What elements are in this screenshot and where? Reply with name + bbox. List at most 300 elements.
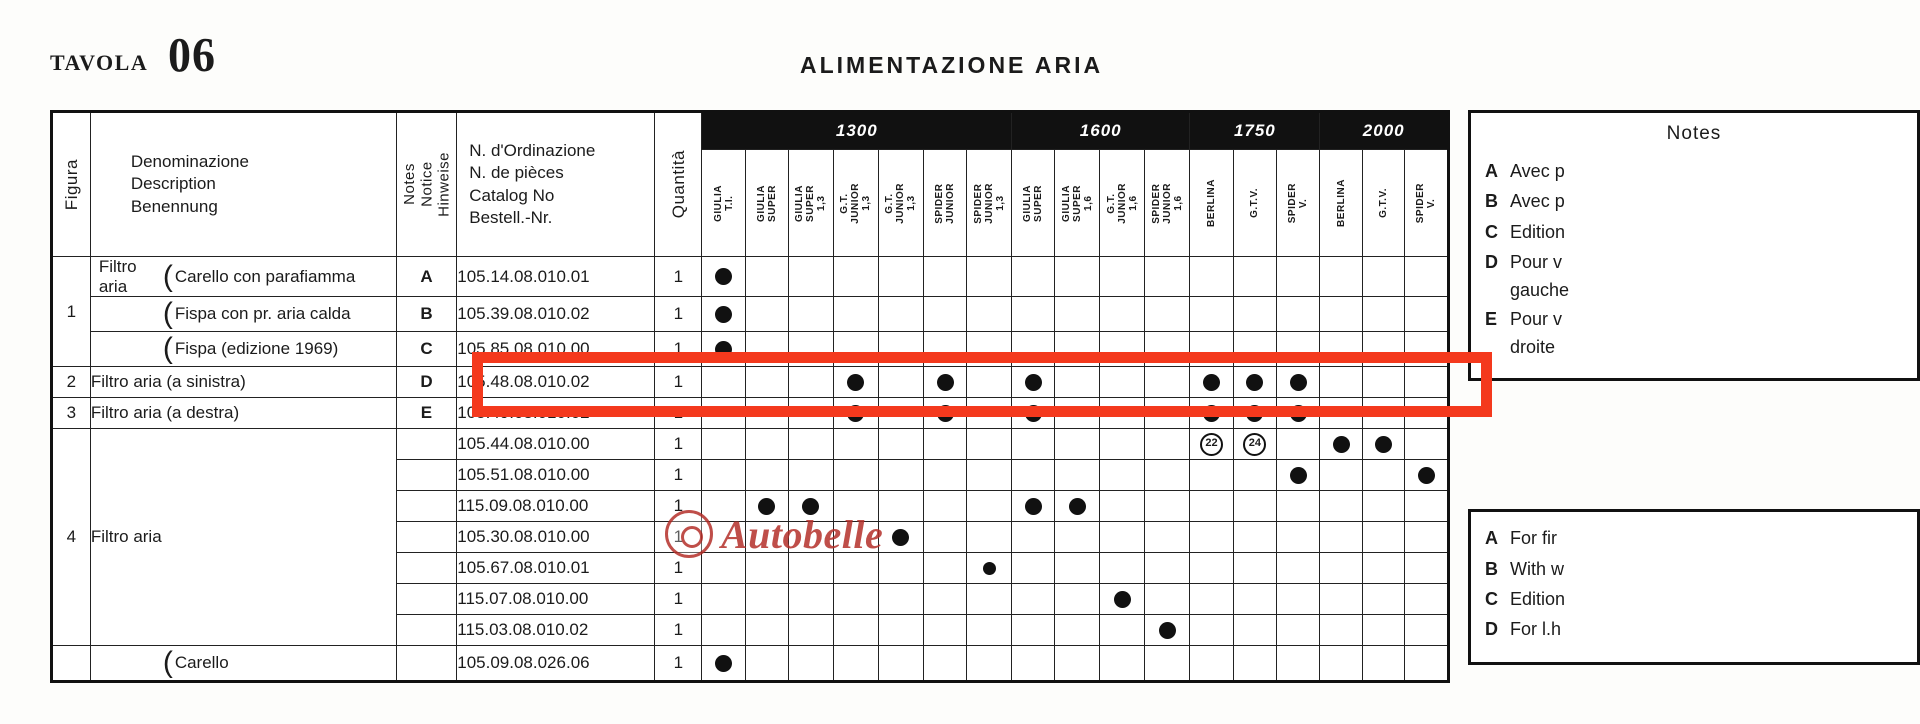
mark-cell [1362,522,1404,553]
mark-cell [1320,297,1362,332]
mark-cell [1233,367,1276,398]
row-sub-label: Fispa con pr. aria calda [174,304,351,324]
mark-cell [1055,332,1100,367]
model-col-6: SPIDER JUNIOR 1,3 [967,150,1012,257]
mark-cell [1362,553,1404,584]
mark-cell [923,522,966,553]
model-col-9: G.T. JUNIOR 1,6 [1100,150,1145,257]
row-quantita: 1 [655,367,702,398]
dot-icon [1333,436,1350,453]
table-row [52,297,1449,332]
row-ordinazione: 105.14.08.010.01 [457,257,655,297]
mark-cell [1145,646,1190,682]
mark-cell [1362,367,1404,398]
mark-cell [1277,257,1320,297]
mark-cell [923,491,966,522]
mark-cell [1190,257,1233,297]
mark-cell [1012,522,1055,553]
row-sub-label: Carello [174,653,229,673]
row-denominazione [90,646,396,682]
mark-cell [1362,584,1404,615]
mark-cell [788,584,833,615]
mark-cell [1145,367,1190,398]
group-1300: 1300 [702,112,1012,150]
col-denominazione-label: Denominazione Description Benennung [130,152,249,216]
col-ordinazione: N. d'Ordinazione N. de pièces Catalog No Bestell.-Nr. [457,112,655,257]
mark-cell [1320,460,1362,491]
row-quantita: 1 [655,615,702,646]
mark-cell [878,491,923,522]
mark-cell [1233,460,1276,491]
mark-cell [1320,584,1362,615]
mark-cell [1405,646,1449,682]
note-item [1485,617,1903,641]
mark-cell [1320,553,1362,584]
model-col-2: GIULIA SUPER 1,3 [788,150,833,257]
row-note [396,553,457,584]
watermark-text: Autobelle [721,511,884,557]
mark-cell [878,615,923,646]
mark-cell [1362,257,1404,297]
mark-cell [1233,491,1276,522]
mark-cell [1277,367,1320,398]
table-row [52,646,1449,682]
mark-cell [1233,615,1276,646]
mark-cell [1012,584,1055,615]
mark-cell [1012,615,1055,646]
mark-cell [1145,522,1190,553]
mark-cell [745,257,788,297]
mark-cell [1405,491,1449,522]
mark-cell [1320,257,1362,297]
mark-cell [1233,522,1276,553]
mark-cell [967,257,1012,297]
mark-cell [1277,398,1320,429]
mark-cell [1277,297,1320,332]
table-row [52,257,1449,297]
mark-cell [1100,491,1145,522]
group-2000: 2000 [1320,112,1449,150]
row-figura: 1 [52,257,91,367]
mark-cell [1405,522,1449,553]
mark-cell [1145,491,1190,522]
mark-cell [967,615,1012,646]
row-sub-label: Carello con parafiamma [174,266,356,286]
dot-icon [1025,405,1042,422]
mark-cell [788,429,833,460]
mark-cell [1277,491,1320,522]
row-quantita: 1 [655,257,702,297]
mark-cell [1320,615,1362,646]
mark-cell [878,367,923,398]
mark-cell [923,332,966,367]
row-quantita: 1 [655,297,702,332]
mark-cell [833,297,878,332]
mark-cell [878,429,923,460]
mark-cell [702,367,745,398]
model-col-3: G.T. JUNIOR 1,3 [833,150,878,257]
dot-icon [715,655,732,672]
note-item [1485,220,1903,244]
dot-icon [892,529,909,546]
row-note [396,646,457,682]
row-ordinazione: 105.85.08.010.00 [457,332,655,367]
mark-cell [1145,297,1190,332]
mark-cell [923,257,966,297]
table-row [52,367,1449,398]
mark-cell [878,522,923,553]
mark-cell [878,646,923,682]
mark-cell [1055,398,1100,429]
row-quantita: 1 [655,429,702,460]
mark-cell [967,398,1012,429]
mark-cell [1100,615,1145,646]
dot-icon [1246,374,1263,391]
mark-cell [878,398,923,429]
group-1600: 1600 [1012,112,1190,150]
mark-cell [1055,522,1100,553]
mark-cell [745,584,788,615]
mark-cell [1320,367,1362,398]
mark-cell [1012,398,1055,429]
row-quantita: 1 [655,460,702,491]
mark-cell [833,646,878,682]
mark-cell [1362,332,1404,367]
dot-icon [847,374,864,391]
mark-cell [923,584,966,615]
mark-cell [878,584,923,615]
note-text: Edition [1510,221,1566,242]
notes-title: Notes [1666,123,1722,144]
dot-icon [1159,622,1176,639]
mark-cell [833,615,878,646]
mark-cell [745,615,788,646]
row-denominazione: Filtro aria (a sinistra) [90,367,396,398]
mark-cell [1190,615,1233,646]
mark-cell [1100,367,1145,398]
note-key: E [1485,309,1498,330]
mark-cell [1233,553,1276,584]
row-quantita: 1 [655,553,702,584]
mark-cell [1405,615,1449,646]
row-ordinazione: 105.09.08.026.06 [457,646,655,682]
model-col-5: SPIDER JUNIOR [923,150,966,257]
note-item [1485,159,1903,183]
mark-cell [1190,429,1233,460]
row-note [396,584,457,615]
mark-cell [1145,332,1190,367]
dot-icon [1114,591,1131,608]
mark-cell [1055,584,1100,615]
row-sub-label: Fispa (edizione 1969) [174,339,339,359]
mark-cell [923,460,966,491]
mark-cell [1233,297,1276,332]
row-note [396,491,457,522]
col-figura: Figura [52,112,91,257]
mark-cell [1190,584,1233,615]
note-text: Pour v [1510,309,1563,330]
mark-cell [923,297,966,332]
note-text: Pour v [1510,251,1563,272]
row-quantita: 1 [655,584,702,615]
dot-icon [1246,405,1263,422]
mark-cell [1100,646,1145,682]
mark-cell [967,460,1012,491]
mark-cell [1145,615,1190,646]
note-key: B [1485,558,1498,579]
mark-cell [702,615,745,646]
mark-cell [1100,584,1145,615]
note-text: Avec p [1510,161,1565,181]
brace-icon: ( [162,646,173,680]
mark-cell [1362,398,1404,429]
mark-cell [923,553,966,584]
brace-icon: ( [162,297,173,331]
row-quantita: 1 [655,646,702,682]
row-note: B [396,297,457,332]
mark-cell [1145,584,1190,615]
group-1750: 1750 [1190,112,1320,150]
dot-icon [1375,436,1392,453]
row-denominazione [90,257,396,297]
row-figura: 4 [52,429,91,646]
mark-cell [702,646,745,682]
mark-cell [745,646,788,682]
dot-icon [1418,467,1435,484]
mark-cell [1055,429,1100,460]
mark-cell [1055,553,1100,584]
mark-cell [1145,460,1190,491]
row-note [396,429,457,460]
mark-cell [1190,367,1233,398]
dot-icon [715,341,732,358]
mark-cell [1362,460,1404,491]
note-key: A [1485,528,1498,549]
mark-cell [923,615,966,646]
group-header-row [52,112,1449,150]
mark-cell [1277,522,1320,553]
mark-cell [878,332,923,367]
mark-cell [1233,429,1276,460]
mark-cell [923,646,966,682]
note-key: C [1485,221,1498,242]
row-ordinazione: 105.49.08.010.02 [457,398,655,429]
note-text: Avec p [1510,191,1565,212]
mark-cell [745,332,788,367]
row-ordinazione: 115.07.08.010.00 [457,584,655,615]
mark-cell [1320,491,1362,522]
row-note [396,522,457,553]
model-col-8: GIULIA SUPER 1,6 [1055,150,1100,257]
mark-cell [1362,646,1404,682]
mark-cell [1362,615,1404,646]
mark-cell [1320,332,1362,367]
mark-cell [1190,553,1233,584]
model-col-1: GIULIA SUPER [745,150,788,257]
mark-cell [1190,491,1233,522]
mark-cell [745,429,788,460]
row-ordinazione: 105.48.08.010.02 [457,367,655,398]
mark-cell [1233,332,1276,367]
mark-cell [1405,297,1449,332]
mark-cell [1012,257,1055,297]
mark-cell [1145,257,1190,297]
mark-cell [1012,491,1055,522]
row-ordinazione: 105.67.08.010.01 [457,553,655,584]
mark-cell [1405,398,1449,429]
dot-icon [715,268,732,285]
mark-cell [1190,297,1233,332]
mark-cell [1320,646,1362,682]
mark-cell [1405,257,1449,297]
mark-cell [1100,398,1145,429]
mark-cell [702,398,745,429]
mark-cell [878,553,923,584]
ring-22-icon: 22 [1200,433,1223,456]
model-col-10: SPIDER JUNIOR 1,6 [1145,150,1190,257]
dot-icon [937,405,954,422]
col-denominazione [90,112,396,257]
model-col-15: G.T.V. [1362,150,1404,257]
mark-cell [788,460,833,491]
dot-icon [1290,374,1307,391]
row-note: C [396,332,457,367]
mark-cell [1055,367,1100,398]
row-ordinazione: 105.39.08.010.02 [457,297,655,332]
note-text: For fir [1510,528,1557,549]
mark-cell [702,429,745,460]
mark-cell [788,297,833,332]
row-note [396,615,457,646]
row-note: A [396,257,457,297]
mark-cell [702,297,745,332]
col-quantita: Quantità [655,112,702,257]
mark-cell [1190,522,1233,553]
table-row [52,398,1449,429]
model-col-12: G.T.V. [1233,150,1276,257]
model-col-14: BERLINA [1320,150,1362,257]
mark-cell [788,367,833,398]
note-item [1485,526,1903,550]
mark-cell [1405,367,1449,398]
model-col-0: GIULIA T.I. [702,150,745,257]
mark-cell [1277,332,1320,367]
mark-cell [702,332,745,367]
note-text: For l.h [1510,619,1562,640]
note-text: Edition [1510,589,1566,610]
mark-cell [1100,257,1145,297]
mark-cell [833,460,878,491]
row-quantita: 1 [655,522,702,553]
mark-cell [1233,257,1276,297]
ring-24-icon: 24 [1243,433,1266,456]
row-ordinazione: 115.03.08.010.02 [457,615,655,646]
note-text: With w [1510,558,1564,579]
mark-cell [1100,332,1145,367]
mark-cell [745,367,788,398]
mark-cell [1362,429,1404,460]
circle-logo-icon [665,510,713,558]
mark-cell [923,367,966,398]
row-figura [52,646,91,682]
mark-cell [745,398,788,429]
row-ordinazione: 105.44.08.010.00 [457,429,655,460]
mark-cell [833,257,878,297]
row-denominazione [90,332,396,367]
row-denominazione: Filtro aria (a destra) [90,398,396,429]
mark-cell [967,367,1012,398]
col-notes: Notes Notice Hinweise [396,112,457,257]
row-figura: 2 [52,367,91,398]
dot-icon [1025,374,1042,391]
row-group-label: Filtro aria [98,257,137,296]
mark-cell [1145,398,1190,429]
model-col-16: SPIDER V. [1405,150,1449,257]
mark-cell [1012,460,1055,491]
mark-cell [967,553,1012,584]
mark-cell [1320,522,1362,553]
note-key: A [1485,161,1498,181]
note-continuation: droite [1510,337,1556,358]
note-item [1485,307,1903,331]
mark-cell [1405,332,1449,367]
mark-cell [1055,646,1100,682]
mark-cell [1277,429,1320,460]
row-ordinazione: 105.51.08.010.00 [457,460,655,491]
dot-icon [1203,374,1220,391]
dot-icon [1203,405,1220,422]
mark-cell [1320,429,1362,460]
dot-icon [937,374,954,391]
dot-icon [1069,498,1086,515]
mark-cell [878,257,923,297]
mark-cell [702,460,745,491]
mark-cell [878,460,923,491]
mark-cell [1405,584,1449,615]
notes-box-en [1468,509,1920,664]
model-col-11: BERLINA [1190,150,1233,257]
mark-cell [833,584,878,615]
note-key: C [1485,589,1498,610]
note-item [1485,189,1903,213]
mark-cell [833,429,878,460]
mark-cell [833,398,878,429]
mark-cell [1012,646,1055,682]
mark-cell [1100,553,1145,584]
dot-icon [715,306,732,323]
dot-icon [1290,405,1307,422]
row-note [396,460,457,491]
mark-cell [788,332,833,367]
mark-cell [1055,460,1100,491]
mark-cell [745,297,788,332]
brace-icon: ( [162,259,173,293]
brace-icon: ( [162,332,173,366]
mark-cell [1233,398,1276,429]
mark-cell [788,257,833,297]
mark-cell [1100,522,1145,553]
row-quantita: 1 [655,332,702,367]
dot-icon [983,562,996,575]
row-figura: 3 [52,398,91,429]
mark-cell [788,398,833,429]
mark-cell [878,297,923,332]
mark-cell [1012,553,1055,584]
mark-cell [1277,646,1320,682]
table-row [52,332,1449,367]
mark-cell [1055,257,1100,297]
mark-cell [702,257,745,297]
